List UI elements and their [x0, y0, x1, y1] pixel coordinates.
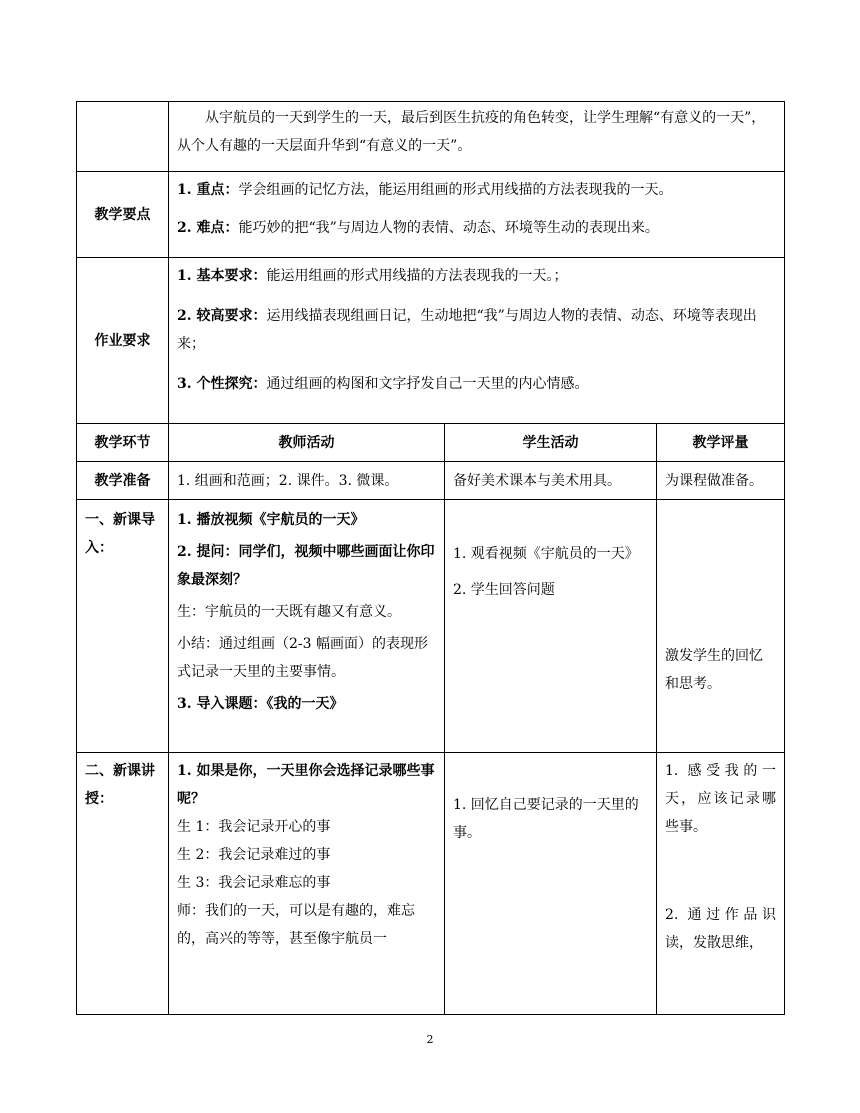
intro-text: 从宇航员的一天到学生的一天，最后到医生抗疫的角色转变，让学生理解“有意义的一天”，从个人有趣的一天层面升华到“有意义的一天”。: [177, 110, 766, 154]
header-student: 学生活动: [445, 424, 657, 462]
section2-label: 二、新课讲授：: [77, 753, 169, 1015]
section1-t4: 小结：通过组画（2-3 幅画面）的表现形式记录一天里的主要事情。: [177, 636, 428, 680]
section2-e1: 1. 感受我的一天，应该记录哪些事。: [665, 763, 777, 835]
header-eval: 教学评量: [657, 424, 785, 462]
section1-label: 一、新课导入：: [77, 500, 169, 753]
header-row: [77, 424, 785, 462]
section1-s2: 2. 学生回答问题: [453, 582, 555, 598]
prep-student: 备好美术课本与美术用具。: [445, 462, 657, 500]
section2-t3: 生 2：我会记录难过的事: [177, 847, 331, 863]
focus-label: 1. 重点：: [177, 182, 239, 198]
header-teacher: 教师活动: [169, 424, 445, 462]
difficulty-label: 2. 难点：: [177, 220, 239, 236]
section2-s1: 1. 回忆自己要记录的一天里的事。: [453, 797, 639, 841]
section1-t1: 1. 播放视频《宇航员的一天》: [177, 512, 365, 528]
focus-text: 学会组画的记忆方法，能运用组画的形式用线描的方法表现我的一天。: [238, 182, 673, 198]
prep-teacher: 1. 组画和范画；2. 课件。3. 微课。: [169, 462, 445, 500]
personal-label: 3. 个性探究：: [177, 376, 267, 392]
page-number: 2: [426, 1033, 434, 1046]
basic-label: 1. 基本要求：: [177, 268, 267, 284]
section2-e2: 2. 通过作品识读，发散思维，: [665, 907, 777, 951]
difficulty-text: 能巧妙的把“我”与周边人物的表情、动态、环境等生动的表现出来。: [238, 220, 659, 236]
section1-t3: 生：宇航员的一天既有趣又有意义。: [177, 604, 401, 620]
section1-t2: 2. 提问：同学们，视频中哪些画面让你印象最深刻？: [177, 544, 435, 588]
basic-text: 能运用组画的形式用线描的方法表现我的一天。；: [266, 268, 568, 284]
lesson-plan-table: [76, 101, 785, 1015]
intro-row: [77, 102, 785, 172]
section2-t1: 1. 如果是你，一天里你会选择记录哪些事呢？: [177, 763, 435, 807]
key-points-row: [77, 172, 785, 258]
prep-row: [77, 462, 785, 500]
homework-row: [77, 258, 785, 424]
header-stage: 教学环节: [77, 424, 169, 462]
higher-label: 2. 较高要求：: [177, 308, 267, 324]
prep-label: 教学准备: [77, 462, 169, 500]
section1-e1: 激发学生的回忆和思考。: [665, 648, 763, 692]
homework-label: 作业要求: [77, 258, 169, 424]
section2-t5: 师：我们的一天，可以是有趣的，难忘的，高兴的等等，甚至像宇航员一: [177, 903, 415, 947]
higher-text: 运用线描表现组画日记，生动地把“我”与周边人物的表情、动态、环境等表现出来；: [177, 308, 757, 352]
section1-s1: 1. 观看视频《宇航员的一天》: [453, 546, 639, 562]
section2-row: [77, 753, 785, 1015]
section2-t4: 生 3：我会记录难忘的事: [177, 875, 331, 891]
key-points-label: 教学要点: [77, 172, 169, 258]
section1-t5: 3. 导入课题：《我的一天》: [177, 696, 344, 712]
personal-text: 通过组画的构图和文字抒发自己一天里的内心情感。: [266, 376, 589, 392]
section2-t2: 生 1：我会记录开心的事: [177, 819, 331, 835]
section1-row: [77, 500, 785, 753]
prep-eval: 为课程做准备。: [657, 462, 785, 500]
